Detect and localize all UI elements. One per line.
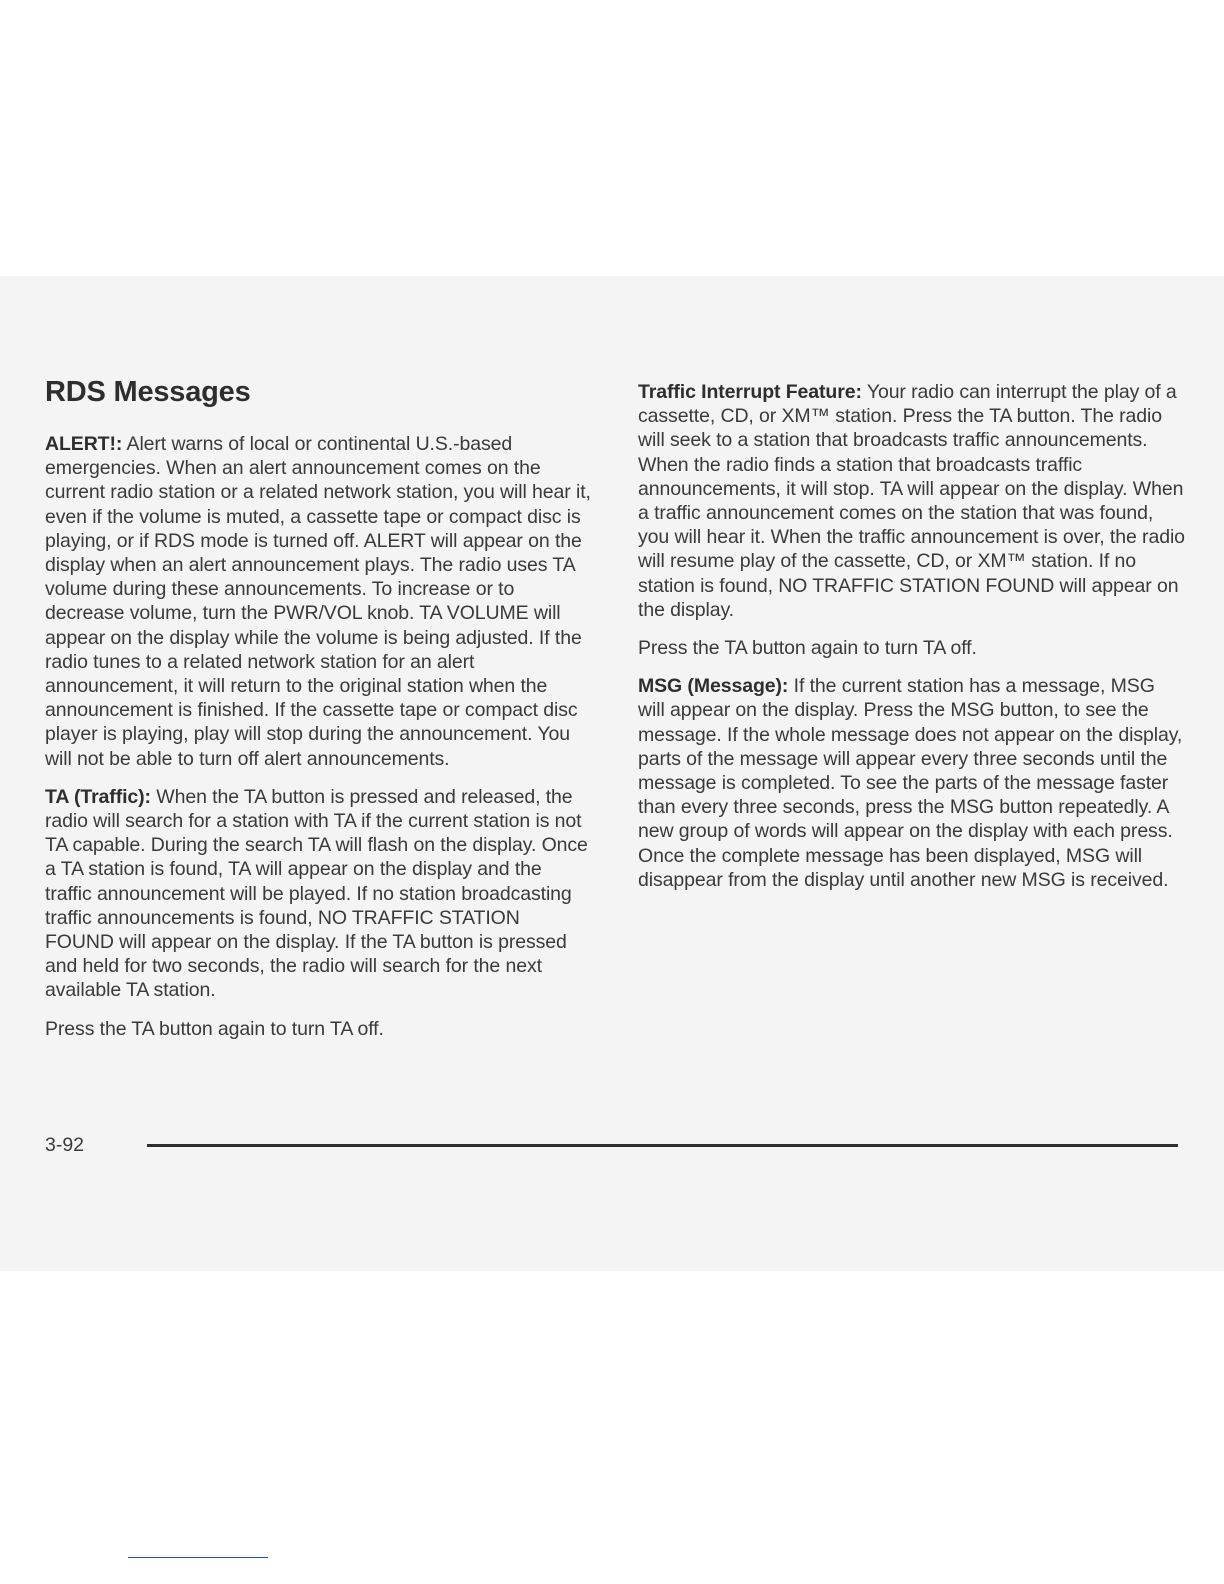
footer-rule [147,1144,1178,1147]
term-traffic-interrupt: Traffic Interrupt Feature: [638,381,862,403]
left-column [45,432,593,1055]
paragraph-ta-off-left [45,1017,593,1041]
paragraph-traffic-interrupt [638,380,1186,622]
term-alert: ALERT!: [45,433,123,455]
page-number: 3-92 [45,1134,85,1156]
text-ta-off-left: Press the TA button again to turn TA off. [45,1017,384,1040]
text-msg: If the current station has a message, MSG will appear on the display. Press the MSG button, to see the message. If the whole message does not appear on the display, parts of the message will appear every three seconds until the message is completed. To see the parts of the message faster than every three seconds, press the MSG button repeatedly. A new group of words will appear on the display with each press. Once the complete message has been displayed, MSG will disappear from the display until another new MSG is received. [638,675,1183,891]
text-ta-off-right: Press the TA button again to turn TA off. [638,637,977,660]
text-alert: Alert warns of local or continental U.S.-based emergencies. When an alert announcement comes on the current radio station or a related network station, you will hear it, even if the volume is muted, a cassette tape or compact disc is playing, or if RDS mode is turned off. ALERT will appear on the display when an alert announcement plays. The radio uses TA volume during these announcements. To increase or to decrease volume, turn the PWR/VOL knob. TA VOLUME will appear on the display while the volume is being adjusted. If the radio tunes to a related network station for an alert announcement, it will return to the original station when the announcement is finished. If the cassette tape or compact disc player is playing, play will stop during the announcement. You will not be able to turn off alert announcements. [45,433,591,770]
term-ta-traffic: TA (Traffic): [45,785,151,808]
paragraph-alert [45,432,593,771]
paragraph-msg [638,674,1186,892]
term-msg: MSG (Message): [638,675,789,698]
paragraph-ta-traffic [45,785,593,1003]
right-column [638,380,1186,906]
page-title: RDS Messages [45,376,251,408]
text-ta-traffic: When the TA button is pressed and released, the radio will search for a station with TA if the current station is not TA capable. During the search TA will flash on the display. Once a TA station is found, TA will appear on the display and the traffic announcement will be played. If no station broadcasting traffic announcements is found, NO TRAFFIC STATION FOUND will appear on the display. If the TA button is pressed and held for two seconds, the radio will search for the next available TA station. [45,785,588,1002]
link-underline [128,1557,268,1558]
text-traffic-interrupt: Your radio can interrupt the play of a cassette, CD, or XM™ station. Press the TA button. The radio will seek to a station that broadcasts traffic announcements. When the radio finds a station that broadcasts traffic announcements, it will stop. TA will appear on the display. When a traffic announcement comes on the station that was found, you will hear it. When the traffic announcement is over, the radio will resume play of the cassette, CD, or XM™ station. If no station is found, NO TRAFFIC STATION FOUND will appear on the display. [638,381,1185,621]
paragraph-ta-off-right [638,636,1186,660]
